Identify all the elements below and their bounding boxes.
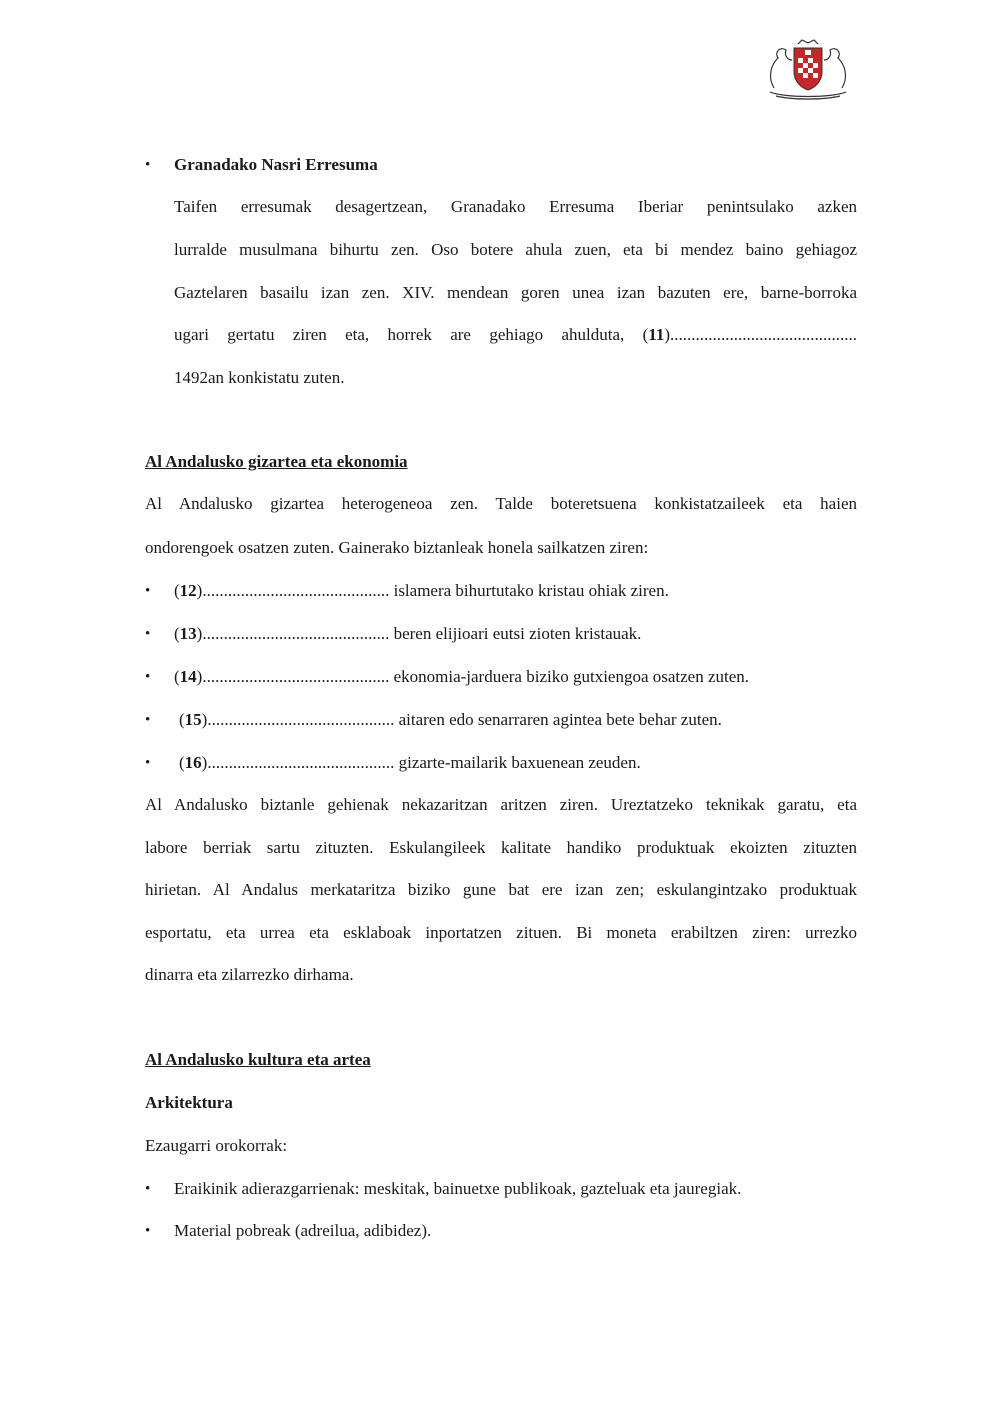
paragraph-line: 1492an konkistatu zuten. xyxy=(174,368,345,387)
paragraph-line: esportatu, eta urrea eta esklaboak inportatzen zituen. Bi moneta erabiltzen ziren: urrezko xyxy=(145,923,857,942)
bullet-icon: • xyxy=(145,1181,151,1197)
features-label: Ezaugarri orokorrak: xyxy=(145,1136,288,1155)
bullet-icon: • xyxy=(145,583,151,599)
paragraph-text: ugari gertatu ziren eta, horrek are gehiago ahulduta, ( xyxy=(174,325,649,344)
list-item-15: (15)............................................ aitaren edo senarraren agintea bete behar zuten. xyxy=(179,710,722,729)
bullet-icon: • xyxy=(145,157,151,173)
paragraph-line: Taifen erresumak desagertzean, Granadako Erresuma Iberiar penintsulako azken xyxy=(174,197,857,216)
list-item-12: (12)............................................ islamera bihurtutako kristau ohiak ziren. xyxy=(174,581,669,600)
paragraph-line: ondorengoek osatzen zuten. Gainerako biztanleak honela sailkatzen ziren: xyxy=(145,538,649,557)
blank-dots[interactable]: )............................................ xyxy=(201,753,395,772)
paragraph-line: dinarra eta zilarrezko dirhama. xyxy=(145,965,354,984)
coat-of-arms-logo xyxy=(764,38,852,100)
paragraph-line: Gaztelaren basailu izan zen. XIV. mendean goren unea izan bazuten ere, barne-borroka xyxy=(174,283,857,302)
bullet-icon: • xyxy=(145,712,151,728)
blank-dots[interactable]: )............................................ xyxy=(664,325,857,344)
blank-dots[interactable]: )............................................ xyxy=(201,710,395,729)
list-item-13: (13)............................................ beren elijioari eutsi zioten kristauak. xyxy=(174,624,642,643)
blank-number: 11 xyxy=(648,325,665,344)
section-title-granada: Granadako Nasri Erresuma xyxy=(174,155,378,174)
paragraph-line: hirietan. Al Andalus merkataritza biziko gune bat ere izan zen; eskulangintzako produktuak xyxy=(145,880,857,899)
bullet-icon: • xyxy=(145,755,151,771)
blank-dots[interactable]: )............................................ xyxy=(196,581,390,600)
list-item-14: (14)............................................ ekonomia-jarduera biziko gutxiengoa osatzen zuten. xyxy=(174,667,750,686)
list-item-16: (16)............................................ gizarte-mailarik baxuenean zeuden. xyxy=(179,753,641,772)
section-heading-society: Al Andalusko gizartea eta ekonomia xyxy=(145,452,408,471)
paragraph-line: lurralde musulmana bihurtu zen. Oso botere ahula zuen, eta bi mendez baino gehiagoz xyxy=(174,240,857,259)
blank-dots[interactable]: )............................................ xyxy=(196,624,390,643)
paragraph-line: Al Andalusko biztanle gehienak nekazaritzan aritzen ziren. Ureztatzeko teknikak garatu, eta xyxy=(145,795,857,814)
subheading-architecture: Arkitektura xyxy=(145,1093,233,1112)
paragraph-line: labore berriak sartu zituzten. Eskulangileek kalitate handiko produktuak ekoizten zituzten xyxy=(145,838,857,857)
section-heading-culture: Al Andalusko kultura eta artea xyxy=(145,1050,371,1069)
bullet-icon: • xyxy=(145,626,151,642)
fill-blank-line-11 xyxy=(174,324,857,346)
list-item: Material pobreak (adreilua, adibidez). xyxy=(174,1221,432,1240)
list-item: Eraikinik adierazgarrienak: meskitak, bainuetxe publikoak, gazteluak eta jauregiak. xyxy=(174,1179,742,1198)
bullet-icon: • xyxy=(145,669,151,685)
paragraph-line: Al Andalusko gizartea heterogeneoa zen. Talde boteretsuena konkistatzaileek eta haien xyxy=(145,494,857,513)
blank-dots[interactable]: )............................................ xyxy=(196,667,390,686)
bullet-icon: • xyxy=(145,1223,151,1239)
